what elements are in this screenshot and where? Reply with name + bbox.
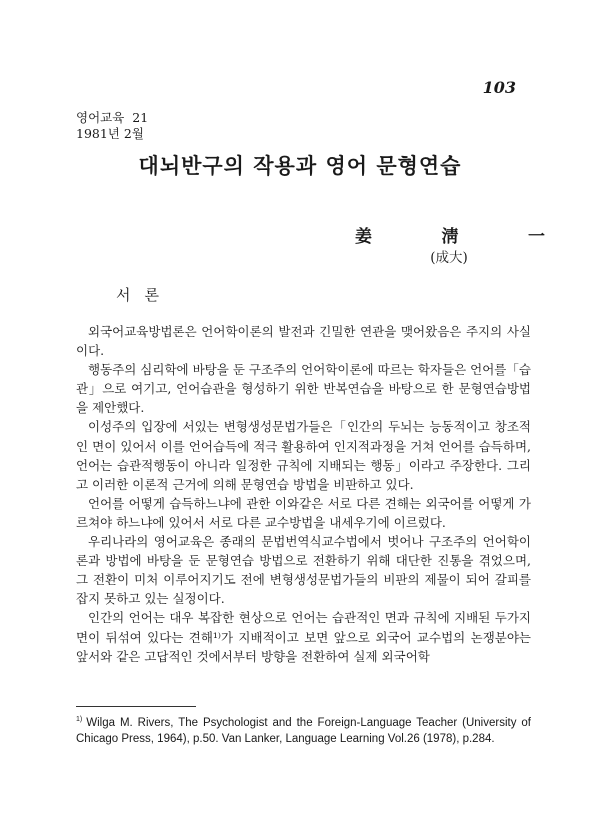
footnote [76,712,531,747]
section-heading: 서론 [116,286,173,304]
paragraph: 인간의 언어는 대우 복잡한 현상으로 언어는 습관적인 면과 규칙에 지배된 두가지 면이 뒤섞여 있다는 견해¹⁾가 지배적이고 보면 앞으로 외국어 교수법의 논쟁분야는 앞서와 같은 고답적인 것에서부터 방향을 전환하여 실제 외국어학 [76,610,531,664]
footnote-marker: 1) [76,716,83,723]
author-name [355,222,545,247]
paragraph: 언어를 어떻게 습득하느냐에 관한 이와같은 서로 다른 견해는 외국어를 어떻게 가르쳐야 하느냐에 있어서 서로 다른 교수방법을 내세우기에 이르렀다. [76,495,531,530]
paragraph: 행동주의 심리학에 바탕을 둔 구조주의 언어학이론에 따르는 학자들은 언어를「습관」으로 여기고, 언어습관을 형성하기 위한 반복연습을 바탕으로 한 문형연습방법을 제안했다. [76,362,531,416]
author-char: 一 [528,227,545,247]
paper-title: 대뇌반구의 작용과 영어 문형연습 [138,153,462,178]
paragraph: 이성주의 입장에 서있는 변형생성문법가들은「인간의 두뇌는 능동적이고 창조적인 면이 있어서 이를 언어습득에 적극 활용하여 인지적과정을 거쳐 언어를 습득하며, 언어는 습관적행동이 아니라 일정한 규칙에 지배되는 행동」이라고 주장한다. 그리고 이러한 이론적 근거에 의해 문형연습 방법을 비판하고 있다. [76,419,531,492]
journal-date: 1981년 2월 [76,126,144,141]
paragraph: 외국어교육방법론은 언어학이론의 발전과 긴밀한 연관을 맺어왔음은 주지의 사실이다. [76,324,531,359]
footnote-divider [76,706,196,707]
page-number: 103 [482,78,516,97]
paragraph: 우리나라의 영어교육은 종래의 문법번역식교수법에서 벗어나 구조주의 언어학이론과 방법에 바탕을 둔 문형연습 방법으로 전환하기 위해 대단한 진통을 겪었으며, 그 전환이 미처 이루어지기도 전에 변형생성문법가들의 비판의 제물이 되어 갈피를 잡지 못하고 있는 실정이다. [76,534,531,607]
author-char: 姜 [355,227,372,247]
author-char: 淸 [441,227,459,247]
body-text [76,322,531,666]
journal-volume: 영어교육 21 [76,110,149,125]
author-affiliation: (成大) [430,250,468,266]
footnote-text: Wilga M. Rivers, The Psychologist and the Foreign-Language Teacher (University of Chicago Press, 1964), p.50. Van Lanker, Language Learning Vol.26 (1978), p.284. [76,716,531,745]
journal-info [76,110,148,142]
